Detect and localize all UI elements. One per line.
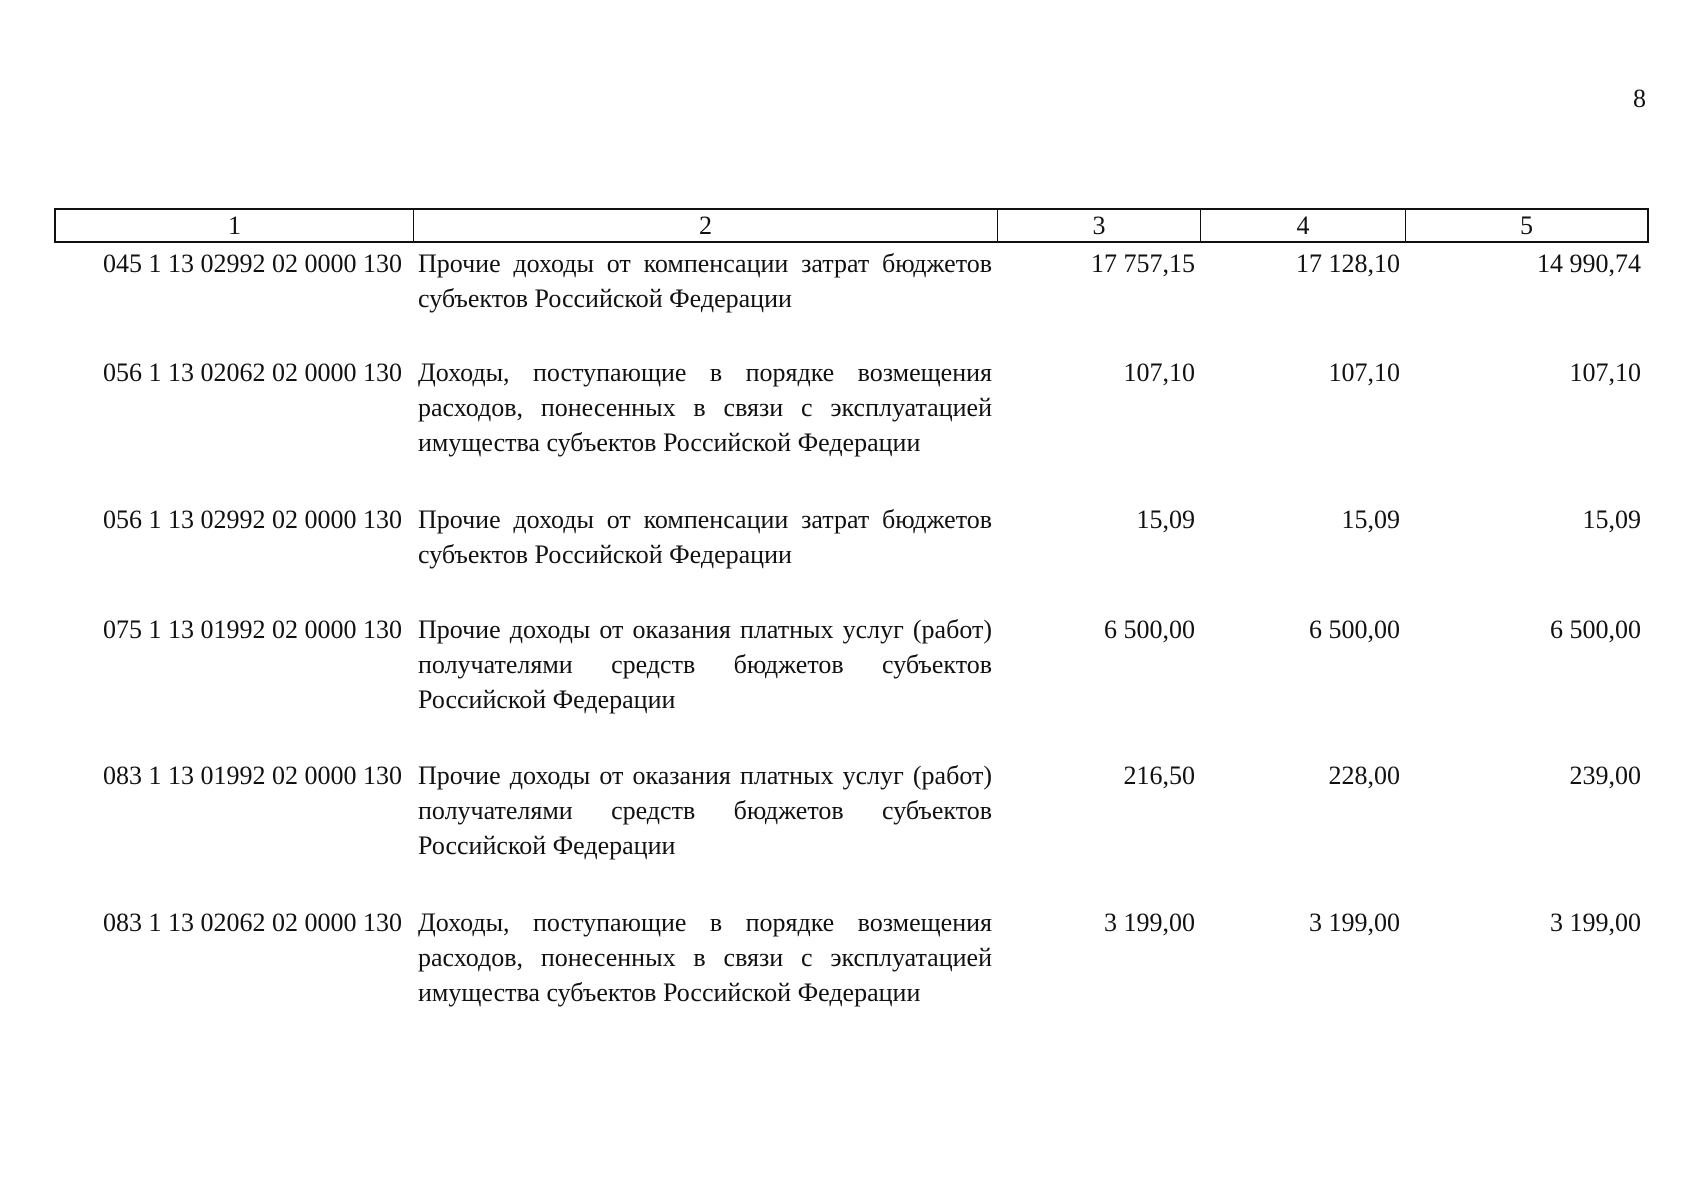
row-code: 083 1 13 02062 02 0000 130 — [103, 908, 402, 937]
header-col-5: 5 — [1520, 210, 1533, 240]
row-value-5: 6 500,00 — [1550, 615, 1641, 644]
row-code: 045 1 13 02992 02 0000 130 — [103, 249, 402, 278]
row-code: 083 1 13 01992 02 0000 130 — [103, 761, 402, 790]
header-col-3: 3 — [998, 210, 1201, 241]
row-value-4: 107,10 — [1328, 358, 1400, 387]
row-value-4: 6 500,00 — [1309, 615, 1400, 644]
row-name: Прочие доходы от оказания платных услуг (работ) получателями средств бюджетов субъектов Российской Федерации — [418, 761, 992, 860]
table-row — [54, 905, 1649, 1010]
row-value-4: 15,09 — [1341, 505, 1400, 534]
row-name: Доходы, поступающие в порядке возмещения расходов, понесенных в связи с эксплуатацией имущества субъектов Российской Федерации — [418, 358, 992, 457]
row-value-3: 107,10 — [1123, 358, 1195, 387]
row-value-5: 107,10 — [1569, 358, 1641, 387]
page-number: 8 — [1633, 84, 1646, 113]
table-header — [54, 208, 1649, 243]
row-name: Прочие доходы от компенсации затрат бюджетов субъектов Российской Федерации — [418, 505, 992, 569]
row-value-4: 228,00 — [1328, 761, 1400, 790]
row-value-3: 3 199,00 — [1104, 908, 1195, 937]
table-row — [54, 502, 1649, 572]
table-row — [54, 355, 1649, 460]
header-col-2: 2 — [414, 210, 998, 241]
header-col-4: 4 — [1201, 210, 1406, 241]
row-name: Прочие доходы от компенсации затрат бюджетов субъектов Российской Федерации — [418, 249, 992, 313]
row-value-5: 239,00 — [1569, 761, 1641, 790]
row-value-5: 14 990,74 — [1537, 249, 1641, 278]
row-name: Прочие доходы от оказания платных услуг (работ) получателями средств бюджетов субъектов Российской Федерации — [418, 615, 992, 714]
row-code: 075 1 13 01992 02 0000 130 — [103, 615, 402, 644]
table-row — [54, 246, 1649, 316]
table-row — [54, 758, 1649, 863]
row-code: 056 1 13 02062 02 0000 130 — [103, 358, 402, 387]
row-value-3: 6 500,00 — [1104, 615, 1195, 644]
row-value-5: 3 199,00 — [1550, 908, 1641, 937]
row-value-5: 15,09 — [1582, 505, 1641, 534]
table-row — [54, 612, 1649, 717]
row-value-3: 15,09 — [1136, 505, 1195, 534]
header-col-1: 1 — [56, 210, 414, 241]
row-value-4: 17 128,10 — [1296, 249, 1400, 278]
row-value-3: 216,50 — [1123, 761, 1195, 790]
row-value-4: 3 199,00 — [1309, 908, 1400, 937]
row-code: 056 1 13 02992 02 0000 130 — [103, 505, 402, 534]
row-name: Доходы, поступающие в порядке возмещения расходов, понесенных в связи с эксплуатацией имущества субъектов Российской Федерации — [418, 908, 992, 1007]
row-value-3: 17 757,15 — [1091, 249, 1195, 278]
